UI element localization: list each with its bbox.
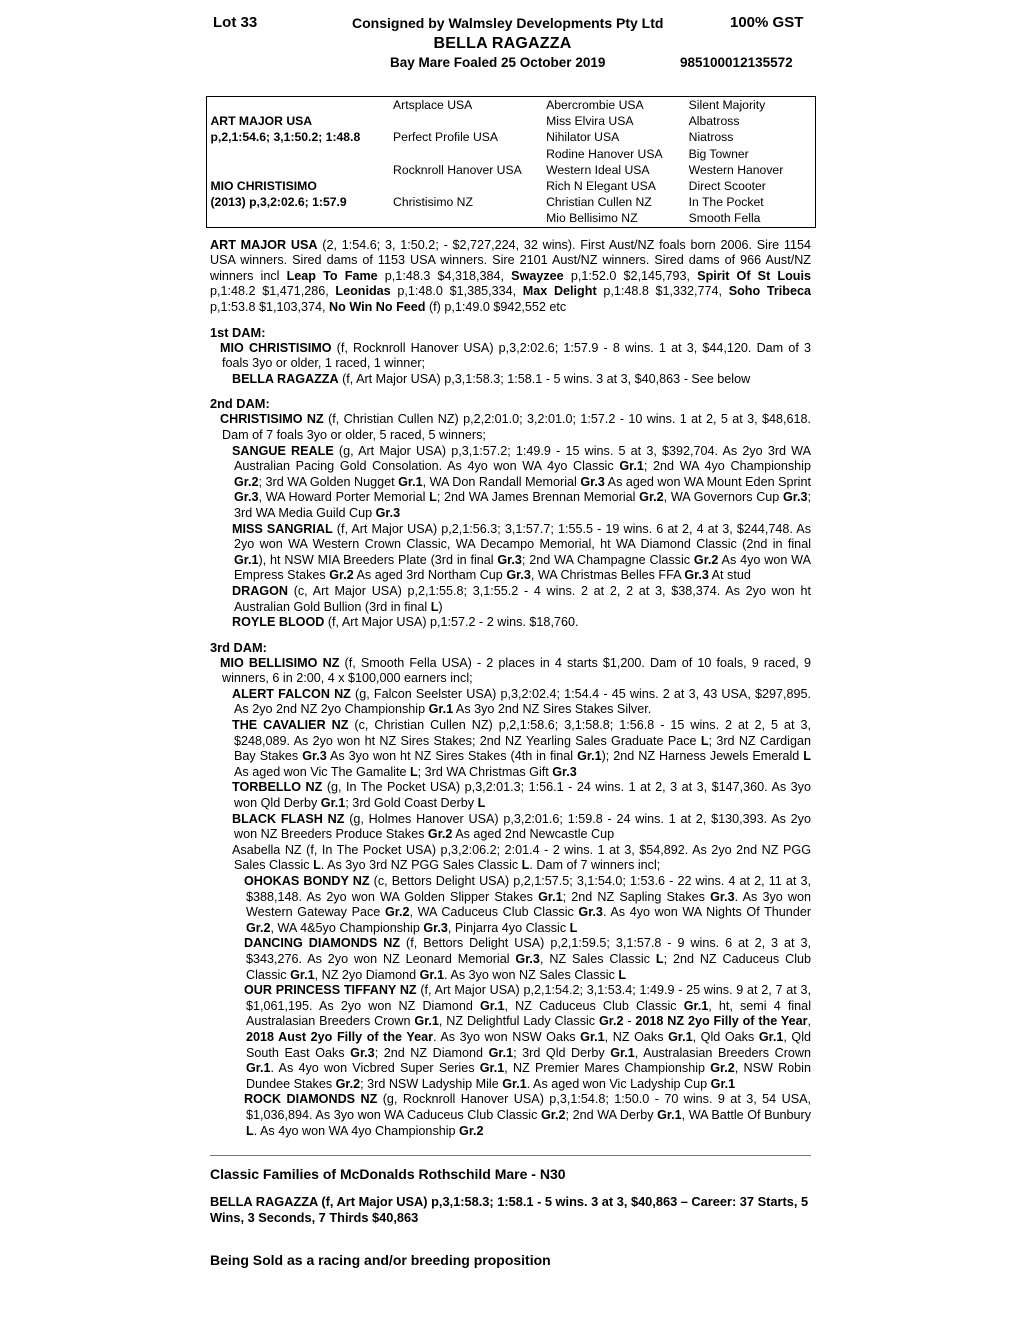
header-detail-row — [0, 55, 1021, 75]
pedigree-cell-gen3: Mio Bellisimo NZ — [546, 211, 638, 226]
pedigree-cell-gen4: Silent Majority — [688, 98, 766, 112]
pedigree-cell-gen2: Rocknroll Hanover USA — [393, 162, 522, 177]
pedigree-entry: DRAGON (c, Art Major USA) p,2,1:55.8; 3,1:55.2 - 4 wins. 2 at 2, 2 at 3, $38,374. As 2yo won ht Australian Gold Bullion (3rd in final L) — [232, 583, 811, 614]
section-heading-3rd-dam: 3rd DAM: — [210, 639, 267, 655]
pedigree-row — [206, 129, 815, 145]
pedigree-cell-gen2 — [389, 146, 542, 162]
pedigree-cell-gen3: Miss Elvira USA — [546, 114, 634, 129]
page-header — [0, 14, 1021, 86]
pedigree-table-wrap — [0, 96, 1021, 228]
pedigree-entry: SANGUE REALE (g, Art Major USA) p,3,1:57.2; 1:49.9 - 15 wins. 5 at 3, $392,704. As 2yo 3rd WA Australian Pacing Gold Consolation. As 4yo won WA 4yo Classic Gr.1; 2nd WA 4yo Championship Gr.2; 3rd WA Golden Nugget Gr.1, WA Don Randall Memorial Gr.3 As aged won WA Mount Eden Sprint Gr.3, WA Howard Porter Memorial L; 2nd WA James Brennan Memorial Gr.2, WA Governors Cup Gr.3; 3rd WA Media Guild Cup Gr.3 — [232, 443, 812, 520]
pedigree-cell-dam-line — [206, 210, 389, 227]
pedigree-cell-gen2: Perfect Profile USA — [393, 130, 499, 145]
pedigree-row — [206, 113, 815, 129]
pedigree-cell-gen2 — [389, 113, 542, 129]
pedigree-cell-gen2 — [389, 178, 542, 194]
pedigree-cell-gen2 — [389, 210, 542, 227]
pedigree-entry: Asabella NZ (f, In The Pocket USA) p,3,2:06.2; 2:01.4 - 2 wins. 1 at 3, $54,892. As 2yo 2nd NZ PGG Sales Classic L. As 3yo 3rd NZ PGG Sales Classic L. Dam of 7 winners incl; — [232, 842, 811, 873]
section-heading-2nd-dam: 2nd DAM: — [210, 396, 270, 412]
pedigree-entry: OHOKAS BONDY NZ (c, Bettors Delight USA) p,2,1:57.5; 3,1:54.0; 1:53.6 - 22 wins. 4 at 2, 11 at 3, $388,148. As 2yo won WA Golden Slipper Stakes Gr.1; 2nd NZ Sapling Stakes Gr.3. As 3yo won Western Gateway Pace Gr.2, WA Caduceus Club Classic Gr.3. As 4yo won WA Nights Of Thunder Gr.2, WA 4&5yo Championship Gr.3, Pinjarra 4yo Classic L — [244, 874, 812, 935]
consignor: Consigned by Walmsley Developments Pty Ltd — [352, 15, 664, 31]
pedigree-cell-gen2: Christisimo NZ — [393, 195, 473, 210]
pedigree-cell-dam-line — [206, 162, 389, 178]
catalogue-body — [0, 238, 1021, 1268]
pedigree-entry: BELLA RAGAZZA (f, Art Major USA) p,3,1:58.3; 1:58.1 - 5 wins. 3 at 3, $40,863 - See below — [232, 371, 751, 386]
pedigree-cell-gen3: Christian Cullen NZ — [546, 195, 652, 210]
sire-paragraph: ART MAJOR USA (2, 1:54.6; 3, 1:50.2; - $2,727,224, 32 wins). First Aust/NZ foals born 2006. Sire 1154 USA winners. Sired dams of 1153 USA winners. Sire 2101 Aust/NZ winners. Sired dams of 966 Aust/NZ winners incl Leap To Fame p,1:48.3 $4,318,384, Swayzee p,1:52.0 $2,145,793, Spirit Of St Louis p,1:48.2 $1,471,286, Leonidas p,1:48.0 $1,385,334, Max Delight p,1:48.8 $1,332,774, Soho Tribeca p,1:53.8 $1,103,374, No Win No Feed (f) p,1:49.0 $942,552 etc — [210, 237, 812, 314]
section-divider — [210, 1155, 811, 1156]
pedigree-entry: ALERT FALCON NZ (g, Falcon Seelster USA) p,3,2:02.4; 1:54.4 - 45 wins. 2 at 3, 43 USA, $297,895. As 2yo 2nd NZ 2yo Championship Gr.1 As 3yo 2nd NZ Sires Stakes Silver. — [232, 686, 812, 717]
pedigree-entry: BLACK FLASH NZ (g, Holmes Hanover USA) p,3,2:01.6; 1:59.8 - 24 wins. 1 at 2, $130,393. As 2yo won NZ Breeders Produce Stakes Gr.2 As aged 2nd Newcastle Cup — [232, 811, 811, 842]
pedigree-cell-gen4: Niatross — [688, 130, 734, 145]
pedigree-cell-gen3: Nihilator USA — [546, 130, 620, 145]
pedigree-cell-gen4: Direct Scooter — [688, 179, 766, 194]
pedigree-entry: MIO CHRISTISIMO (f, Rocknroll Hanover USA) p,3,2:02.6; 1:57.9 - 8 wins. 1 at 3, $44,120. Dam of 3 foals 3yo or older, 1 raced, 1 winner; — [220, 340, 811, 371]
pedigree-cell-dam-line: (2013) p,3,2:02.6; 1:57.9 — [210, 195, 347, 210]
pedigree-entry: TORBELLO NZ (g, In The Pocket USA) p,3,2:01.3; 1:56.1 - 24 wins. 1 at 2, 3 at 3, $147,360. As 3yo won Qld Derby Gr.1; 3rd Gold Coast Derby L — [232, 780, 811, 811]
pedigree-row — [206, 97, 815, 114]
pedigree-cell-gen3: Rich N Elegant USA — [546, 179, 656, 194]
pedigree-cell-sire-line — [206, 97, 389, 114]
foaling-details: Bay Mare Foaled 25 October 2019 — [390, 55, 606, 70]
pedigree-cell-gen4: Western Hanover — [688, 162, 784, 177]
being-sold-note: Being Sold as a racing and/or breeding proposition — [210, 1252, 551, 1269]
career-summary: BELLA RAGAZZA (f, Art Major USA) p,3,1:58.3; 1:58.1 - 5 wins. 3 at 3, $40,863 – Career: 37 Starts, 5 Wins, 3 Seconds, 7 Thirds $40,863 — [210, 1194, 809, 1226]
pedigree-entry: MISS SANGRIAL (f, Art Major USA) p,2,1:56.3; 3,1:57.7; 1:55.5 - 19 wins. 6 at 2, 4 at 3, $244,748. As 2yo won WA Western Crown Classic, WA Decampo Memorial, ht WA Diamond Classic (2nd in final Gr.1), ht NSW MIA Breeders Plate (3rd in final Gr.3; 2nd WA Champagne Classic Gr.2 As 4yo won WA Empress Stakes Gr.2 As aged 3rd Northam Cup Gr.3, WA Christmas Belles FFA Gr.3 At stud — [232, 521, 811, 583]
pedigree-entry: OUR PRINCESS TIFFANY NZ (f, Art Major USA) p,2,1:54.2; 3,1:53.4; 1:49.9 - 25 wins. 9 at 2, 7 at 3, $1,061,195. As 2yo won NZ Diamond Gr.1, NZ Caduceus Club Classic Gr.1, ht, semi 4 final Australasian Breeders Crown Gr.1, NZ Delightful Lady Classic Gr.2 - 2018 NZ 2yo Filly of the Year, 2018 Aust 2yo Filly of the Year. As 3yo won NSW Oaks Gr.1, NZ Oaks Gr.1, Qld Oaks Gr.1, Qld South East Oaks Gr.3; 2nd NZ Diamond Gr.1; 3rd Qld Derby Gr.1, Australasian Breeders Crown Gr.1. As 4yo won Vicbred Super Series Gr.1, NZ Premier Mares Championship Gr.2, NSW Robin Dundee Stakes Gr.2; 3rd NSW Ladyship Mile Gr.1. As aged won Vic Ladyship Cup Gr.1 — [244, 983, 811, 1091]
pedigree-row — [206, 178, 815, 194]
pedigree-row — [206, 146, 815, 162]
pedigree-entry: CHRISTISIMO NZ (f, Christian Cullen NZ) p,2,2:01.0; 3,2:01.0; 1:57.2 - 10 wins. 1 at 2, 5 at 3, $48,618. Dam of 7 foals 3yo or older, 5 raced, 5 winners; — [220, 412, 811, 442]
microchip-number: 985100012135572 — [680, 55, 793, 70]
pedigree-cell-dam-line: MIO CHRISTISIMO — [210, 179, 317, 194]
pedigree-cell-gen3: Abercrombie USA — [546, 98, 644, 112]
pedigree-cell-gen3: Western Ideal USA — [546, 162, 650, 177]
section-heading-1st-dam: 1st DAM: — [210, 324, 266, 340]
pedigree-row — [206, 194, 815, 210]
pedigree-row — [206, 210, 815, 227]
pedigree-entry: ROYLE BLOOD (f, Art Major USA) p,1:57.2 - 2 wins. $18,760. — [232, 615, 579, 630]
pedigree-cell-sire-line: p,2,1:54.6; 3,1:50.2; 1:48.8 — [210, 130, 361, 145]
pedigree-entry: THE CAVALIER NZ (c, Christian Cullen NZ) p,2,1:58.6; 3,1:58.8; 1:56.8 - 15 wins. 2 at 2, 5 at 3, $248,089. As 2yo won ht NZ Sires Stakes; 2nd NZ Yearling Sales Graduate Pace L; 3rd NZ Cardigan Bay Stakes Gr.3 As 3yo won ht NZ Sires Stakes (4th in final Gr.1); 2nd NZ Harness Jewels Emerald L As aged won Vic The Gamalite L; 3rd WA Christmas Gift Gr.3 — [232, 718, 811, 779]
pedigree-cell-gen3: Rodine Hanover USA — [546, 146, 663, 161]
pedigree-cell-sire-line — [206, 146, 389, 162]
pedigree-cell-gen4: Albatross — [688, 114, 740, 129]
pedigree-cell-gen2: Artsplace USA — [393, 98, 473, 112]
pedigree-cell-gen4: Smooth Fella — [688, 211, 761, 226]
pedigree-entry: ROCK DIAMONDS NZ (g, Rocknroll Hanover USA) p,3,1:54.8; 1:50.0 - 70 wins. 9 at 3, 54 USA, $1,036,894. As 3yo won WA Caduceus Club Classic Gr.2; 2nd WA Derby Gr.1, WA Battle Of Bunbury L. As 4yo won WA 4yo Championship Gr.2 — [244, 1092, 812, 1138]
classic-families-line: Classic Families of McDonalds Rothschild Mare - N30 — [210, 1166, 566, 1183]
gst-label: 100% GST — [730, 14, 804, 31]
pedigree-cell-gen4: Big Towner — [688, 146, 749, 161]
pedigree-entry: DANCING DIAMONDS NZ (f, Bettors Delight USA) p,2,1:59.5; 3,1:57.8 - 9 wins. 6 at 2, 3 at 3, $343,276. As 2yo won NZ Leonard Memorial Gr.3, NZ Sales Classic L; 2nd NZ Caduceus Club Classic Gr.1, NZ 2yo Diamond Gr.1. As 3yo won NZ Sales Classic L — [244, 936, 812, 982]
page-title: BELLA RAGAZZA — [433, 35, 572, 52]
pedigree-entry: MIO BELLISIMO NZ (f, Smooth Fella USA) - 2 places in 4 starts $1,200. Dam of 10 foals, 9 raced, 9 winners, 6 in 2:00, 4 x $100,000 earners incl; — [220, 655, 811, 686]
header-top-row — [0, 14, 1021, 34]
pedigree-cell-sire-line: ART MAJOR USA — [210, 114, 313, 129]
pedigree-row — [206, 162, 815, 178]
pedigree-cell-gen4: In The Pocket — [688, 195, 764, 210]
lot-number: Lot 33 — [213, 14, 258, 31]
pedigree-table — [206, 96, 816, 228]
